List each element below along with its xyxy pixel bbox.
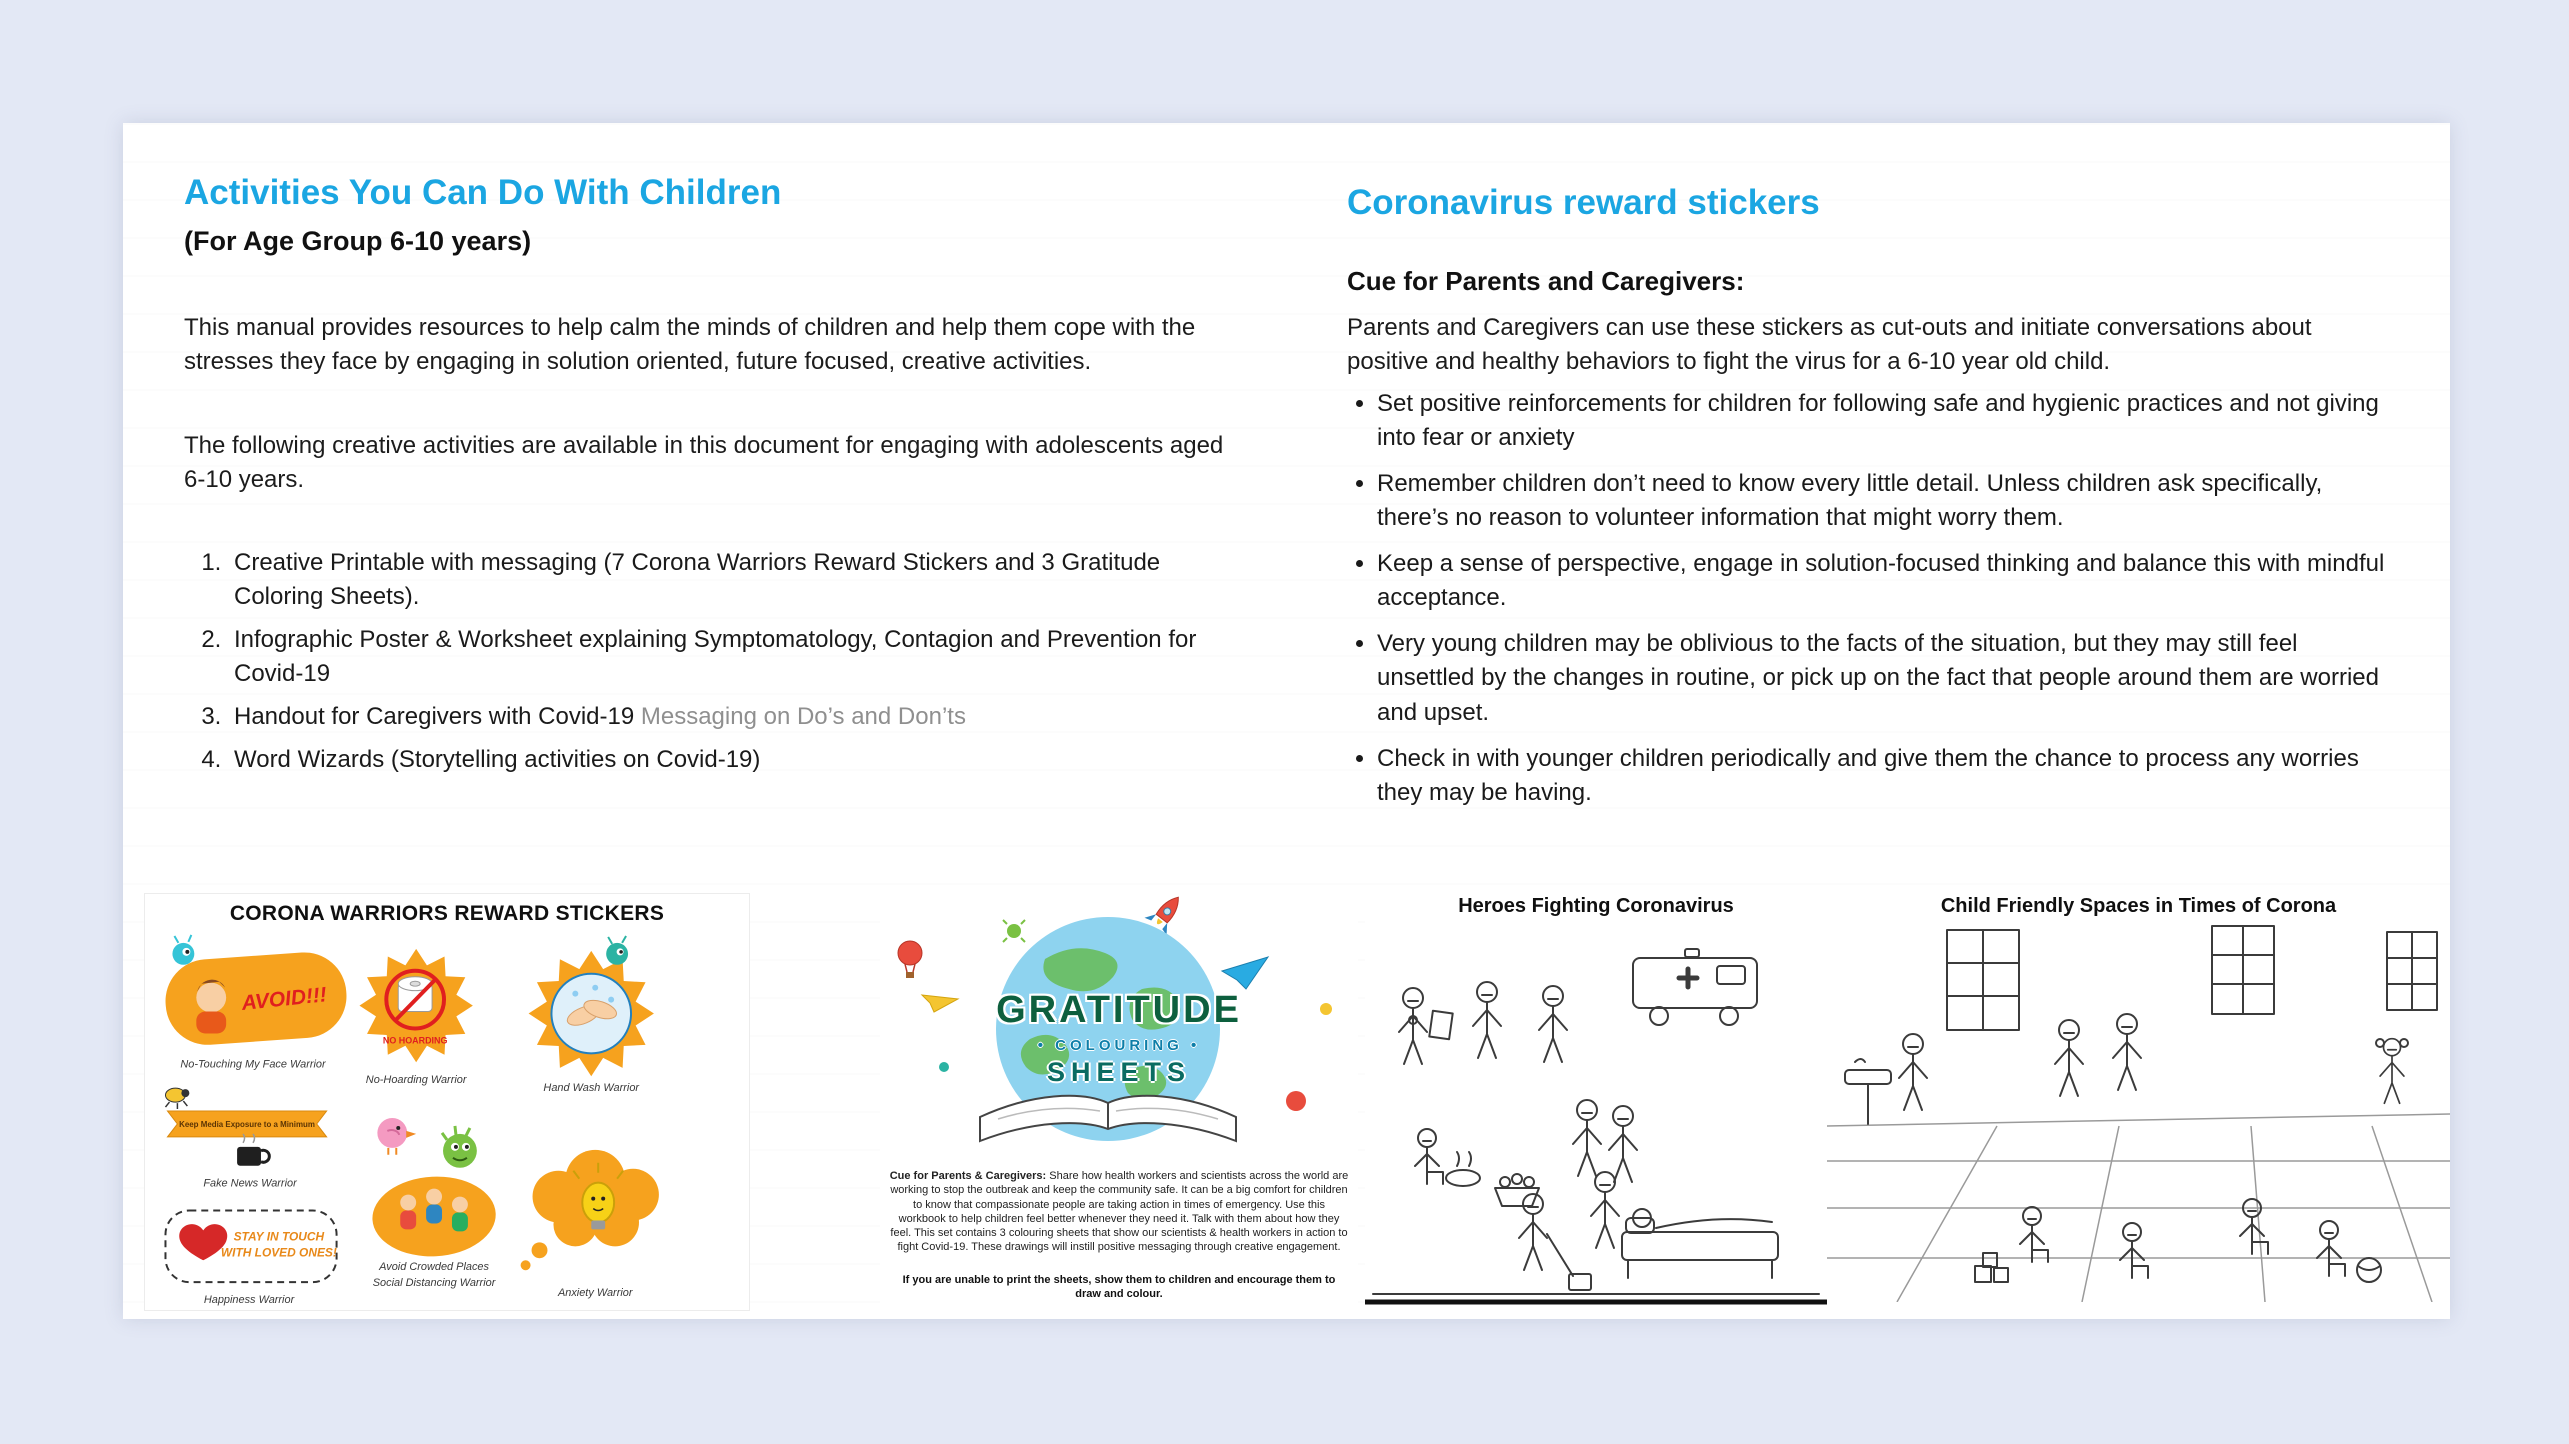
list-item-text: Word Wizards (Storytelling activities on Covid-19) — [234, 746, 761, 774]
hand-wash-sticker — [529, 936, 654, 1076]
left-paragraph-2: The following creative activities are available in this document for engaging with adolescents aged 6-10 years. — [184, 431, 1224, 493]
tip-item-4: • Very young children may be oblivious to the facts of the situation, but they may still feel unsettled by the changes in routine, or pick up on the fact that people around them are worried and upset. — [1377, 627, 2387, 729]
red-ball-icon — [1286, 1091, 1306, 1111]
hot-air-balloon-icon — [898, 941, 922, 978]
washbasin-icon — [1845, 1059, 1891, 1124]
vegetable-basket-icon — [1495, 1174, 1539, 1206]
tip-item-3: • Keep a sense of perspective, engage in solution-focused thinking and balance this with mindful acceptance. — [1377, 547, 2387, 615]
fake-news-warrior-label: Fake News Warrior — [203, 1177, 297, 1190]
right-column — [1347, 185, 2387, 822]
gratitude-cue-paragraph — [888, 1169, 1350, 1255]
floor-tile-lines — [1827, 1126, 2450, 1302]
left-subtitle: (For Age Group 6-10 years) — [184, 225, 532, 256]
handwash-warrior-label: Hand Wash Warrior — [543, 1082, 640, 1095]
avoid-touching-face-sticker — [163, 935, 350, 1048]
face-warrior-label: No-Touching My Face Warrior — [180, 1058, 326, 1071]
activities-list — [184, 546, 1239, 777]
anxiety-sticker — [521, 1150, 659, 1270]
child-friendly-spaces-panel — [1827, 893, 2450, 1319]
right-title: Coronavirus reward stickers — [1347, 183, 1820, 222]
cooking-figure — [1415, 1129, 1443, 1184]
sticker-sheet-illustration — [145, 926, 749, 1308]
sheets-word: SHEETS — [1046, 1057, 1192, 1087]
doctor-figure — [1399, 988, 1427, 1064]
nurse-figure — [1473, 982, 1501, 1058]
no-hoarding-text: NO HOARDING — [382, 1035, 448, 1046]
virus-doodle-icon — [1003, 920, 1025, 942]
no-hoarding-sticker — [359, 949, 472, 1062]
seated-child-figure — [2120, 1223, 2148, 1278]
patient-bed-icon — [1622, 1209, 1778, 1278]
clipboard-icon — [1429, 1011, 1452, 1040]
activities-list-item-1 — [228, 546, 1239, 614]
caregiver-tips-list — [1347, 387, 2387, 810]
heroes-illustration — [1365, 918, 1827, 1308]
stay-in-touch-text-line2: WITH LOVED ONES! — [220, 1245, 337, 1260]
happiness-warrior-label: Happiness Warrior — [203, 1294, 295, 1307]
monster-character-icon — [442, 1126, 477, 1168]
paper-plane-icon — [1222, 957, 1268, 989]
girl-with-pigtails-figure — [2376, 1039, 2408, 1104]
tip-item-2: • Remember children don’t need to know every little detail. Unless children ask specifically, there’s no reason to volunteer information that might worry them. — [1377, 467, 2387, 535]
wall-floor-line — [1827, 1114, 2450, 1126]
gratitude-word: GRATITUDE — [996, 989, 1242, 1031]
window-icon — [2387, 932, 2437, 1010]
bedside-nurse-figure — [1591, 1172, 1619, 1248]
social-warrior-label: Social Distancing Warrior — [372, 1277, 496, 1290]
left-column — [184, 175, 1239, 787]
social-distancing-sticker — [370, 1174, 497, 1260]
stay-in-touch-sticker — [165, 1211, 336, 1283]
tip-item-1: • Set positive reinforcements for children for following safe and hygienic practices and not giving into fear or anxiety — [1377, 387, 2387, 455]
list-item-muted-text: Messaging on Do’s and Don’ts — [640, 703, 966, 731]
left-paragraph-1: This manual provides resources to help calm the minds of children and help them cope with the stresses they face by engaging in solution oriented, future focused, creative activities. — [184, 313, 1196, 375]
cleaner-figure — [1519, 1194, 1591, 1290]
avoid-text: AVOID!!! — [240, 983, 328, 1016]
seated-child-figure — [2317, 1221, 2345, 1276]
window-icon — [1947, 930, 2019, 1030]
crowd-label: Avoid Crowded Places — [379, 1261, 489, 1274]
spaces-illustration — [1827, 918, 2450, 1302]
list-item-text: Handout for Caregivers with Covid-19 — [234, 703, 641, 731]
sticker-sheet-title: CORONA WARRIORS REWARD STICKERS — [229, 902, 665, 925]
caregiver-figure — [2055, 1020, 2083, 1096]
ambulance-icon — [1633, 949, 1757, 1025]
adult-at-basin-figure — [1899, 1034, 1927, 1110]
left-title: Activities You Can Do With Children — [184, 173, 782, 212]
activities-list-item-3 — [228, 700, 1239, 734]
window-icon — [2212, 926, 2274, 1014]
cue-heading: Cue for Parents and Caregivers: — [1347, 265, 1745, 296]
seated-child-figure — [2020, 1207, 2048, 1262]
heroes-panel — [1365, 893, 1827, 1319]
spaces-title: Child Friendly Spaces in Times of Corona — [1940, 895, 2337, 917]
fake-news-sticker — [165, 1088, 326, 1166]
activities-list-item-2 — [228, 623, 1239, 691]
gratitude-footer-note: If you are unable to print the sheets, show them to children and encourage them to draw and colour. — [902, 1273, 1336, 1301]
cooking-pot-icon — [1446, 1152, 1480, 1186]
list-item-text: Creative Printable with messaging (7 Corona Warriors Reward Stickers and 3 Gratitude Coloring Sheets). — [234, 549, 1161, 611]
volunteer-figure — [1609, 1106, 1637, 1182]
ball-icon — [2357, 1258, 2381, 1282]
heroes-title: Heroes Fighting Coronavirus — [1458, 895, 1734, 917]
document-page — [123, 123, 2450, 1319]
caregiver-figure — [2113, 1014, 2141, 1090]
right-intro-paragraph: Parents and Caregivers can use these stickers as cut-outs and initiate conversations about positive and healthy behaviors to fight the virus for a 6-10 year old child. — [1347, 313, 2312, 375]
gratitude-cue-lead: Cue for Parents & Caregivers: — [889, 1170, 1047, 1182]
anxiety-warrior-label: Anxiety Warrior — [557, 1287, 633, 1300]
corona-warriors-sticker-sheet — [144, 893, 750, 1311]
activities-list-item-4 — [228, 743, 1239, 777]
scientist-figure — [1573, 1100, 1601, 1176]
bird-character-icon — [377, 1118, 416, 1155]
hoarding-warrior-label: No-Hoarding Warrior — [365, 1074, 467, 1087]
tip-item-5: • Check in with younger children periodically and give them the chance to process any worries they may be having. — [1377, 742, 2387, 810]
gratitude-colouring-panel — [880, 887, 1358, 1319]
stay-in-touch-text-line1: STAY IN TOUCH — [233, 1229, 325, 1244]
officer-figure — [1539, 986, 1567, 1062]
gratitude-cue-text: Share how health workers and scientists across the world are working to stop the outbreak and keep the community safe. It can be a big comfort for children to know that compassionate people are taking action in times of emergency. Use this workbook to help children feel better whenever they need it. Talk with them about how they feel. This set contains 3 colouring sheets that show our scientists & health workers in action to fight Covid-19. These drawings will instill positive messaging through creative engagement. — [890, 1170, 1349, 1254]
media-banner-text: Keep Media Exposure to a Minimum — [179, 1119, 315, 1129]
list-item-text: Infographic Poster & Worksheet explaining Symptomatology, Contagion and Prevention for Covid-19 — [234, 626, 1197, 688]
colouring-word: • COLOURING • — [1037, 1037, 1201, 1054]
